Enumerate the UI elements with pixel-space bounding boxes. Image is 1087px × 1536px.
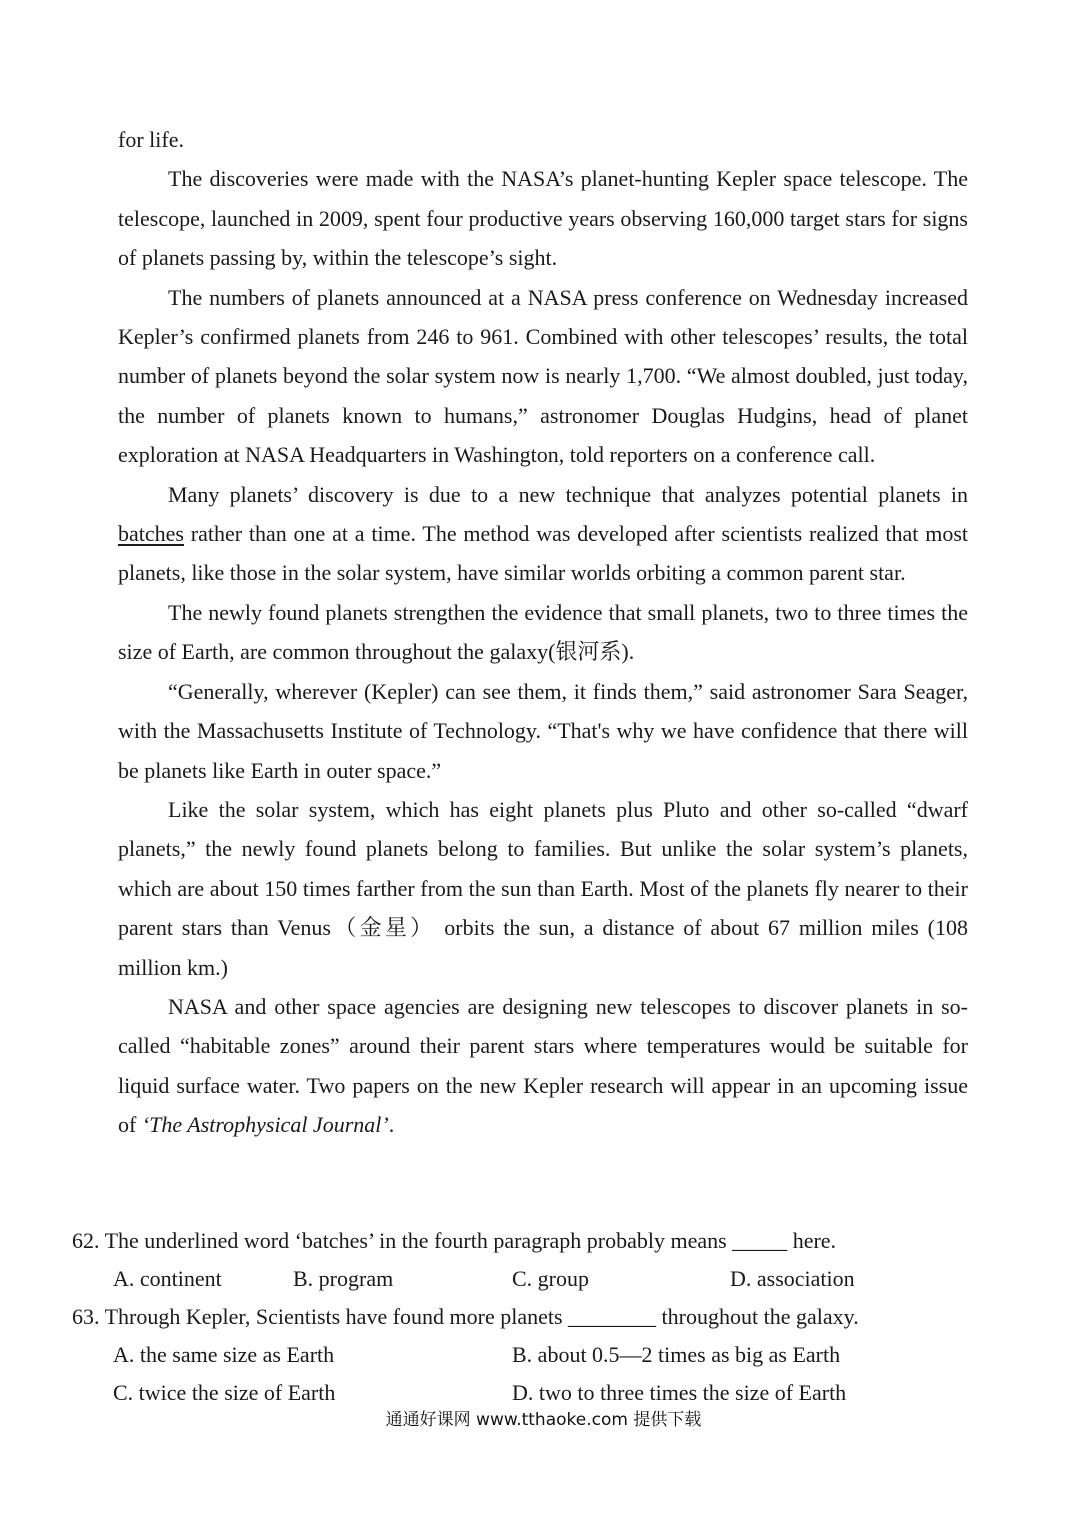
option-a: A. the same size as Earth xyxy=(113,1342,335,1367)
journal-title: ‘The Astrophysical Journal’ xyxy=(141,1112,389,1138)
passage-paragraph-3 xyxy=(118,475,968,593)
option-b: B. program xyxy=(293,1266,394,1291)
reading-passage xyxy=(118,120,968,1145)
underlined-word: batches xyxy=(118,521,184,547)
passage-text: NASA and other space agencies are designing new telescopes to discover planets in so-called “habitable zones” around their parent stars where temperatures would be suitable for liquid surface water. Two papers on the new Kepler research will appear in an upcoming issue of xyxy=(118,993,968,1138)
passage-paragraph-7 xyxy=(118,987,968,1145)
passage-paragraph-1: The discoveries were made with the NASA’s planet-hunting Kepler space telescope. The telescope, launched in 2009, spent four productive years observing 160,000 target stars for signs of planets passing by, within the telescope’s sight. xyxy=(118,166,968,271)
question-63-options-row-1 xyxy=(72,1336,972,1374)
passage-paragraph-6: Like the solar system, which has eight planets plus Pluto and other so-called “dwarf planets,” the newly found planets belong to families. But unlike the solar system’s planets, which are about 150 times farther from the sun than Earth. Most of the planets fly nearer to their parent stars than Venus（金星） orbits the sun, a distance of about 67 million miles (108 million km.) xyxy=(118,796,968,980)
question-63-stem: 63. Through Kepler, Scientists have found more planets ________ throughout the galaxy. xyxy=(72,1304,859,1329)
option-c: C. group xyxy=(512,1266,589,1291)
question-list xyxy=(72,1222,972,1412)
passage-text: rather than one at a time. The method was developed after scientists realized that most planets, like those in the solar system, have similar worlds orbiting a common parent star. xyxy=(118,521,968,586)
option-c: C. twice the size of Earth xyxy=(113,1380,336,1405)
question-62-options xyxy=(72,1260,972,1298)
question-63-options-row-2 xyxy=(72,1374,972,1412)
question-62-stem: 62. The underlined word ‘batches’ in the fourth paragraph probably means _____ here. xyxy=(72,1228,837,1253)
option-b: B. about 0.5—2 times as big as Earth xyxy=(512,1342,841,1367)
option-a: A. continent xyxy=(113,1266,222,1291)
passage-paragraph-5: “Generally, wherever (Kepler) can see them, it finds them,” said astronomer Sara Seager, with the Massachusetts Institute of Technology. “That's why we have confidence that there will be planets like Earth in outer space.” xyxy=(118,678,968,783)
page-footer: 通通好课网 www.tthaoke.com 提供下载 xyxy=(385,1410,702,1430)
option-d: D. association xyxy=(730,1266,855,1291)
passage-paragraph-2: The numbers of planets announced at a NASA press conference on Wednesday increased Kepler’s confirmed planets from 246 to 961. Combined with other telescopes’ results, the total number of planets beyond the solar system now is nearly 1,700. “We almost doubled, just today, the number of planets known to humans,” astronomer Douglas Hudgins, head of planet exploration at NASA Headquarters in Washington, told reporters on a conference call. xyxy=(118,284,968,468)
passage-text: . xyxy=(388,1112,395,1138)
option-d: D. two to three times the size of Earth xyxy=(512,1380,847,1405)
passage-paragraph-4: The newly found planets strengthen the evidence that small planets, two to three times the size of Earth, are common throughout the galaxy(银河系). xyxy=(118,599,968,665)
passage-paragraph-continued: for life. xyxy=(118,127,184,152)
passage-text: Many planets’ discovery is due to a new technique that analyzes potential planets in xyxy=(168,481,968,507)
